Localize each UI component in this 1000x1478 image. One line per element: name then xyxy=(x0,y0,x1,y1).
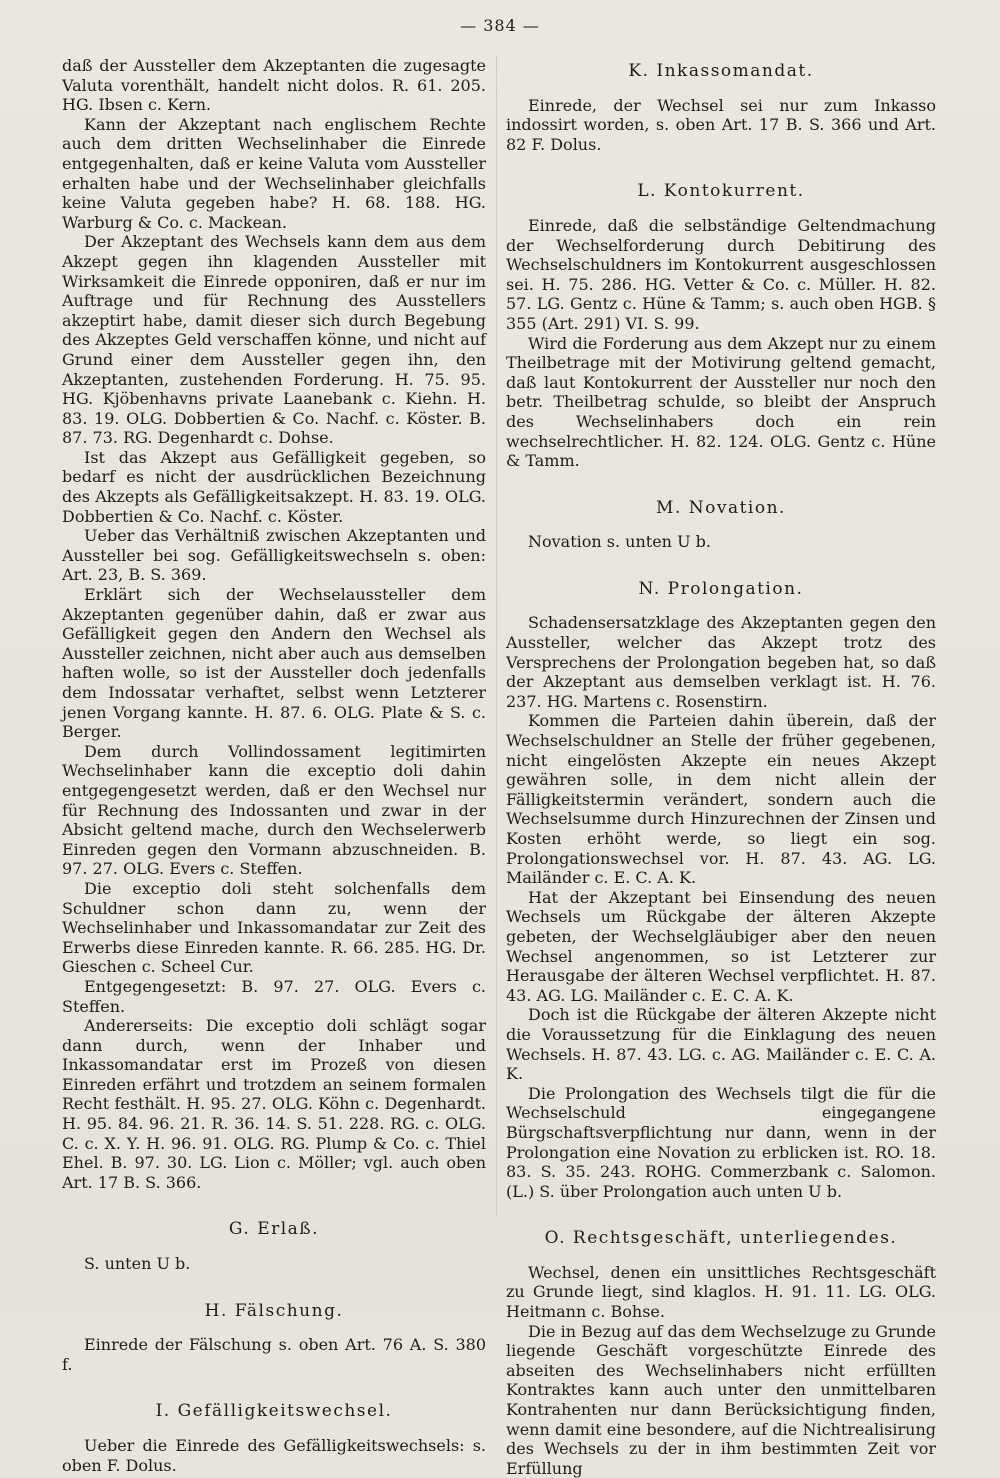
paragraph: Hat der Akzeptant bei Einsendung des neuen Wechsels um Rückgabe der älteren Akzepte gebeten, der Wechselgläubiger aber den neuen Wechsel angenommen, so ist Letzterer zur Herausgabe der älteren Wechsel verpflichtet. H. 87. 43. AG. LG. Mailänder c. E. C. A. K. xyxy=(506,887,936,1005)
paragraph: Einrede, daß die selbständige Geltendmachung der Wechselforderung durch Debitirung des Wechselschuldners im Kontokurrent ausgeschlossen sei. H. 75. 286. HG. Vetter & Co. c. Müller. H. 82. 57. LG. Gentz c. Hüne & Tamm; s. auch oben HGB. § 355 (Art. 291) VI. S. 99. xyxy=(506,215,936,333)
right-column xyxy=(506,56,936,1478)
page-number: — 384 — xyxy=(460,16,540,35)
paragraph: Einrede, der Wechsel sei nur zum Inkasso indossirt worden, s. oben Art. 17 B. S. 366 und Art. 82 F. Dolus. xyxy=(506,95,936,154)
paragraph: Novation s. unten U b. xyxy=(528,532,711,552)
paragraph: Dem durch Vollindossament legitimirten Wechselinhaber kann die exceptio doli dahin entgegengesetzt werden, daß er den Wechsel nur für Rechnung des Indossanten und zwar in der Absicht geltend mache, durch den Wechselerwerb Einreden gegen den Vormann abzuschneiden. B. 97. 27. OLG. Evers c. Steffen. xyxy=(62,741,486,879)
paragraph: S. unten U b. xyxy=(84,1254,191,1274)
paragraph: Die exceptio doli steht solchenfalls dem Schuldner schon dann zu, wenn der Wechselinhaber und Inkassomandatar zur Zeit des Erwerbs diese Einreden kannte. R. 66. 285. HG. Dr. Gieschen c. Scheel Cur. xyxy=(62,878,486,977)
paragraph: Kommen die Parteien dahin überein, daß der Wechselschuldner an Stelle der früher gegebenen, nicht eingelösten Akzepte ein neues Akzept gewähren solle, in dem nicht allein der Fälligkeitstermin verändert, sondern auch die Wechselsumme durch Hinzurechnen der Zinsen und Kosten erhöht werde, so liegt ein sog. Prolongationswechsel vor. H. 87. 43. AG. LG. Mailänder c. E. C. A. K. xyxy=(506,711,936,888)
section-heading-o: O. Rechtsgeschäft, unterliegendes. xyxy=(544,1228,898,1249)
section-heading-i: I. Gefälligkeitswechsel. xyxy=(155,1401,393,1422)
paragraph: Einrede der Fälschung s. oben Art. 76 A. S. 380 f. xyxy=(62,1335,486,1374)
paragraph: Andererseits: Die exceptio doli schlägt sogar dann durch, wenn der Inhaber und Inkassomandatar erst im Prozeß von diesen Einreden erfährt und trotzdem an seinem formalen Recht festhält. H. 95. 27. OLG. Köhn c. Degenhardt. H. 95. 84. 96. 21. R. 36. 14. S. 51. 228. RG. c. OLG. C. c. X. Y. H. 96. 91. OLG. RG. Plump & Co. c. Thiel Ehel. B. 97. 30. LG. Lion c. Möller; vgl. auch oben Art. 17 B. S. 366. xyxy=(62,1016,486,1192)
paragraph: Erklärt sich der Wechselaussteller dem Akzeptanten gegenüber dahin, daß er zwar aus Gefälligkeit gegen den Andern den Wechsel als Aussteller zeichnen, nicht aber auch aus demselben haften wolle, so ist der Aussteller doch jedenfalls dem Indossatar verhaftet, selbst wenn Letzterer jenen Vorgang kannte. H. 87. 6. OLG. Plate & S. c. Berger. xyxy=(62,585,486,742)
paragraph: Die in Bezug auf das dem Wechselzuge zu Grunde liegende Geschäft vorgeschützte Einrede des abseiten des Wechselinhabers nicht erfüllten Kontraktes kann auch unter den unmittelbaren Kontrahenten nur dann Berücksichtigung finden, wenn damit eine besondere, auf die Nichtrealisirung des Wechsels zu der in ihm bestimmten Zeit vor Erfüllung xyxy=(506,1321,936,1478)
paragraph: Der Akzeptant des Wechsels kann dem aus dem Akzept gegen ihn klagenden Aussteller mit Wirksamkeit die Einrede opponiren, daß er nur im Auftrage und für Rechnung des Ausstellers akzeptirt habe, damit dieser sich durch Begebung des Akzeptes Geld verschaffen könne, und nicht auf Grund einer dem Aussteller gegen ihn, den Akzeptanten, zustehenden Forderung. H. 75. 95. HG. Kjöbenhavns private Laanebank c. Kiehn. H. 83. 19. OLG. Dobbertien & Co. Nachf. c. Köster. B. 87. 73. RG. Degenhardt c. Dohse. xyxy=(62,232,486,448)
section-heading-h: H. Fälschung. xyxy=(204,1300,344,1321)
section-heading-n: N. Prolongation. xyxy=(638,578,804,599)
paragraph: Ist das Akzept aus Gefälligkeit gegeben, so bedarf es nicht der ausdrücklichen Bezeichnung des Akzepts als Gefälligkeitsakzept. H. 83. 19. OLG. Dobbertien & Co. Nachf. c. Köster. xyxy=(62,447,486,526)
paragraph: Wird die Forderung aus dem Akzept nur zu einem Theilbetrage mit der Motivirung geltend gemacht, daß laut Kontokurrent der Aussteller nur noch den betr. Theilbetrag schulde, so bleibt der Anspruch des Wechselinhabers doch ein rein wechselrechtlicher. H. 82. 124. OLG. Gentz c. Hüne & Tamm. xyxy=(506,333,936,471)
section-heading-g: G. Erlaß. xyxy=(228,1219,320,1240)
left-column xyxy=(62,56,486,1475)
paragraph: Kann der Akzeptant nach englischem Rechte auch dem dritten Wechselinhaber die Einrede entgegenhalten, daß er keine Valuta vom Aussteller erhalten habe und der Wechselinhaber gleichfalls keine Valuta gegeben habe? H. 68. 188. HG. Warburg & Co. c. Mackean. xyxy=(62,114,486,232)
paragraph: Wechsel, denen ein unsittliches Rechtsgeschäft zu Grunde liegt, sind klaglos. H. 91. 11. LG. OLG. Heitmann c. Bohse. xyxy=(506,1262,936,1322)
paragraph: Die Prolongation des Wechsels tilgt die für die Wechselschuld eingegangene Bürgschaftsverpflichtung nur dann, wenn in der Prolongation eine Novation zu erblicken ist. RO. 18. 83. S. 35. 243. ROHG. Commerzbank c. Salomon. (L.) S. über Prolongation auch unten U b. xyxy=(506,1083,936,1201)
paragraph: Ueber das Verhältniß zwischen Akzeptanten und Aussteller bei sog. Gefälligkeitswechseln s. oben: Art. 23, B. S. 369. xyxy=(62,526,486,585)
section-heading-k: K. Inkassomandat. xyxy=(628,61,814,81)
paragraph: Ueber die Einrede des Gefälligkeitswechsels: s. oben F. Dolus. xyxy=(62,1436,486,1475)
paragraph: daß der Aussteller dem Akzeptanten die zugesagte Valuta vorenthält, handelt nicht dolos. R. 61. 205. HG. Ibsen c. Kern. xyxy=(62,56,486,115)
column-gutter xyxy=(496,56,497,1216)
paragraph: Doch ist die Rückgabe der älteren Akzepte nicht die Voraussetzung für die Einklagung des neuen Wechsels. H. 87. 43. LG. c. AG. Mailänder c. E. C. A. K. xyxy=(506,1005,936,1084)
section-heading-l: L. Kontokurrent. xyxy=(637,181,805,202)
paragraph: Schadensersatzklage des Akzeptanten gegen den Aussteller, welcher das Akzept trotz des Versprechens der Prolongation begeben hat, so daß der Akzeptant aus demselben verklagt ist. H. 76. 237. HG. Martens c. Rosenstirn. xyxy=(506,613,936,711)
section-heading-m: M. Novation. xyxy=(656,497,786,518)
paragraph: Entgegengesetzt: B. 97. 27. OLG. Evers c. Steffen. xyxy=(62,976,486,1016)
